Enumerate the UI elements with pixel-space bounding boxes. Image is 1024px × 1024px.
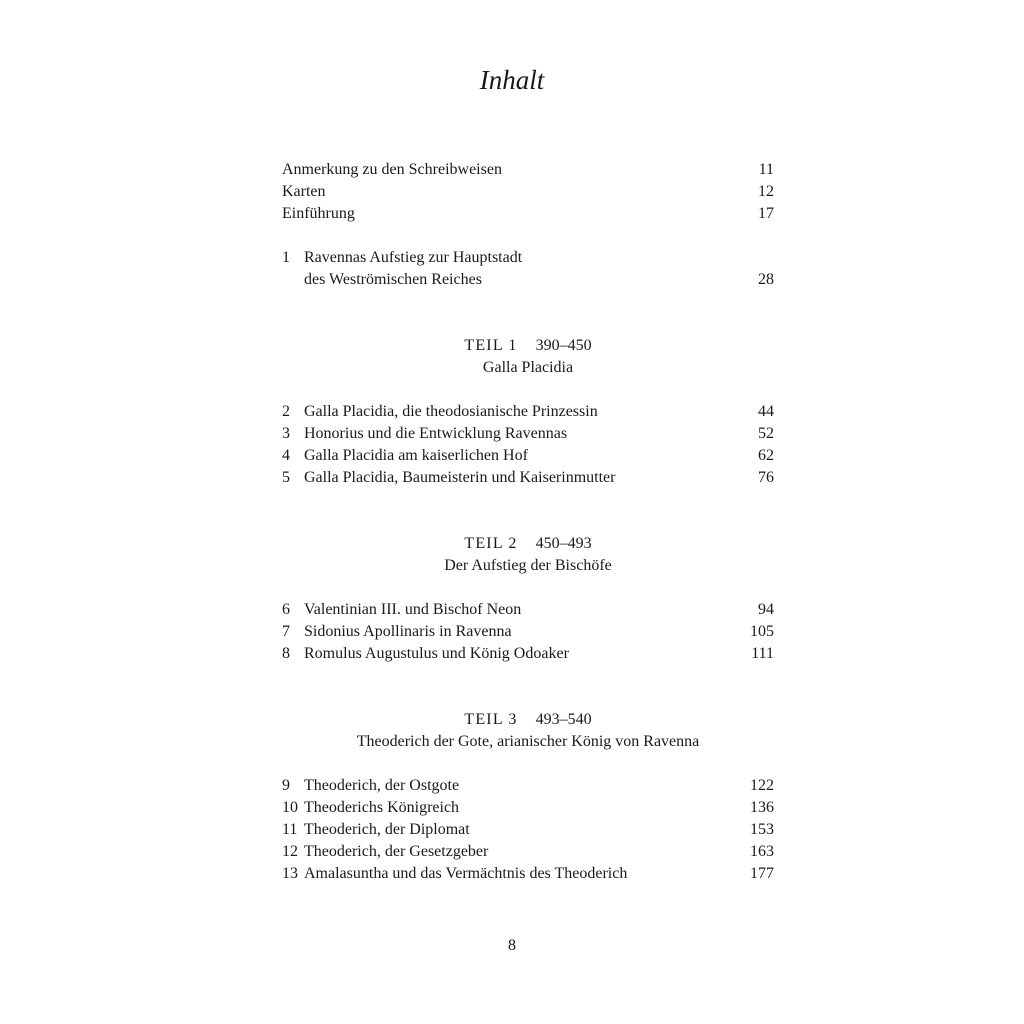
chapter-number: 7 <box>282 623 290 640</box>
chapter-number: 12 <box>282 843 298 860</box>
toc-entry <box>282 863 774 885</box>
chapter-number: 6 <box>282 601 290 618</box>
toc-entry-title: Galla Placidia, die theodosianische Prinzessin <box>304 403 598 420</box>
toc-entry-page: 12 <box>758 183 774 200</box>
toc-entry-page: 94 <box>758 601 774 618</box>
chapter-1-entry <box>282 247 774 291</box>
toc-entry-page: 76 <box>758 469 774 486</box>
front-matter-list <box>282 159 774 225</box>
chapter-1-line-1 <box>282 247 774 269</box>
chapter-number: 4 <box>282 447 290 464</box>
part-title: Der Aufstieg der Bischöfe <box>444 557 612 574</box>
toc-entry-page: 111 <box>751 645 774 662</box>
chapter-number: 1 <box>282 249 290 266</box>
toc-entry <box>282 841 774 863</box>
toc-entry-page: 153 <box>750 821 774 838</box>
chapter-number: 2 <box>282 403 290 420</box>
toc-entry-page: 177 <box>750 865 774 882</box>
part-title: Theoderich der Gote, arianischer König von Ravenna <box>356 733 700 750</box>
toc-entry-title: Karten <box>282 183 326 200</box>
toc-entry <box>282 599 774 621</box>
toc-entry-title: Theoderichs Königreich <box>304 799 460 816</box>
toc-entry-title: Theoderich, der Gesetzgeber <box>304 843 489 860</box>
toc-entry <box>282 621 774 643</box>
chapter-number: 13 <box>282 865 298 882</box>
chapter-number: 9 <box>282 777 290 794</box>
toc-entry <box>282 203 774 225</box>
toc-entry <box>282 643 774 665</box>
part-years: 390–450 <box>535 337 592 354</box>
chapter-number: 3 <box>282 425 290 442</box>
part-label-line <box>282 533 774 555</box>
toc-entry <box>282 423 774 445</box>
part-label: TEIL 1 <box>464 337 518 354</box>
toc-entry-title: Anmerkung zu den Schreibweisen <box>282 161 502 178</box>
toc-entry-title: Romulus Augustulus und König Odoaker <box>304 645 569 662</box>
toc-entry-page: 28 <box>758 271 774 288</box>
toc-entry-title: Theoderich, der Ostgote <box>304 777 460 794</box>
chapter-title-line-1: Ravennas Aufstieg zur Hauptstadt <box>304 249 523 266</box>
toc-entry-page: 62 <box>758 447 774 464</box>
toc-entry-page: 136 <box>750 799 774 816</box>
toc-entry-page: 52 <box>758 425 774 442</box>
chapter-number: 11 <box>282 821 298 838</box>
toc-entry-page: 122 <box>750 777 774 794</box>
toc-entry <box>282 797 774 819</box>
part-3-chapters <box>282 775 774 885</box>
chapter-number: 5 <box>282 469 290 486</box>
chapter-1-line-2 <box>282 269 774 291</box>
toc-entry-title: Amalasuntha und das Vermächtnis des Theoderich <box>304 865 628 882</box>
toc-entry-title: Sidonius Apollinaris in Ravenna <box>304 623 512 640</box>
toc-entry <box>282 181 774 203</box>
part-years: 493–540 <box>535 711 592 728</box>
toc-entry-title: Galla Placidia am kaiserlichen Hof <box>304 447 528 464</box>
toc-entry-page: 163 <box>750 843 774 860</box>
toc-entry <box>282 819 774 841</box>
part-2-heading <box>282 533 774 577</box>
page-number: 8 <box>508 937 516 954</box>
page-title: Inhalt <box>479 65 545 95</box>
toc-entry-title: Valentinian III. und Bischof Neon <box>304 601 522 618</box>
part-1-chapters <box>282 401 774 489</box>
part-label-line <box>282 709 774 731</box>
part-label: TEIL 2 <box>464 535 518 552</box>
part-years: 450–493 <box>535 535 592 552</box>
toc-entry-page: 11 <box>758 161 774 178</box>
part-title: Galla Placidia <box>482 359 574 376</box>
toc-entry <box>282 775 774 797</box>
part-label: TEIL 3 <box>464 711 518 728</box>
toc-entry-page: 105 <box>750 623 774 640</box>
toc-entry-title: Galla Placidia, Baumeisterin und Kaiserinmutter <box>304 469 616 486</box>
chapter-number: 10 <box>282 799 298 816</box>
toc-entry-title: Theoderich, der Diplomat <box>304 821 470 838</box>
toc-entry <box>282 445 774 467</box>
toc-entry-title: Einführung <box>282 205 355 222</box>
chapter-title-line-2: des Weströmischen Reiches <box>304 271 482 288</box>
toc-entry-page: 17 <box>758 205 774 222</box>
toc-entry-page: 44 <box>758 403 774 420</box>
chapter-number: 8 <box>282 645 290 662</box>
toc-entry <box>282 401 774 423</box>
toc-entry <box>282 467 774 489</box>
toc-entry-title: Honorius und die Entwicklung Ravennas <box>304 425 568 442</box>
part-3-heading <box>282 709 774 753</box>
part-2-chapters <box>282 599 774 665</box>
part-label-line <box>282 335 774 357</box>
toc-entry <box>282 159 774 181</box>
part-1-heading <box>282 335 774 379</box>
